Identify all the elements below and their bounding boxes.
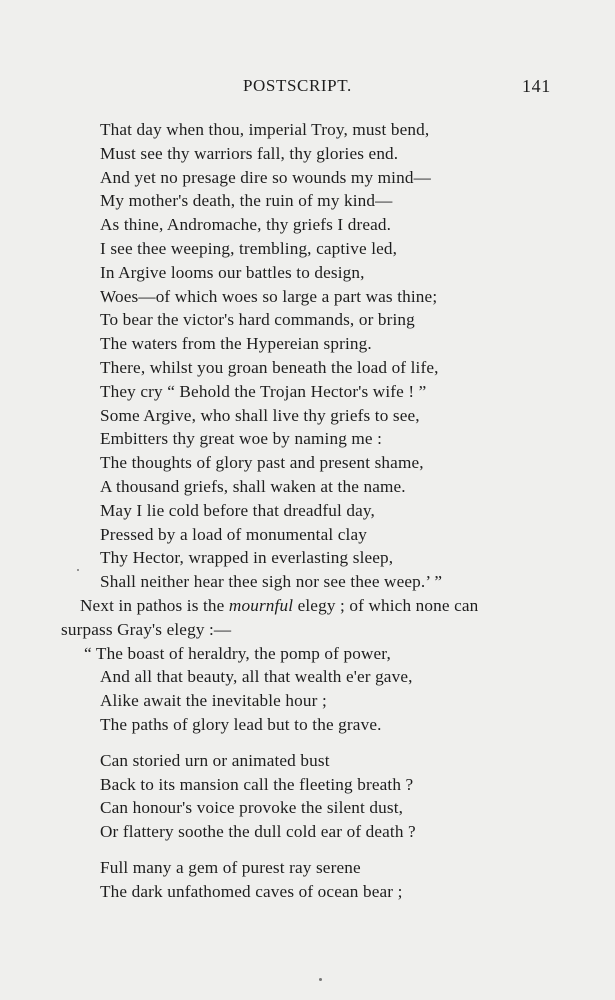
ink-speck (77, 569, 79, 571)
stanza-break (0, 737, 615, 749)
running-head (0, 76, 615, 100)
prose-text: elegy ; of which none can (293, 595, 479, 615)
verse-line: Full many a gem of purest ray serene (100, 857, 361, 877)
verse-line: They cry “ Behold the Trojan Hector's wife ! ” (100, 381, 427, 401)
ink-speck (319, 978, 322, 981)
verse-line: The paths of glory lead but to the grave. (100, 714, 382, 734)
verse-line: Can storied urn or animated bust (100, 750, 330, 770)
verse-passage (0, 118, 615, 594)
running-title: POSTSCRIPT. (243, 76, 352, 95)
prose-line (0, 594, 615, 618)
verse-line: In Argive looms our battles to design, (100, 262, 365, 282)
verse-line: The waters from the Hypereian spring. (100, 334, 372, 354)
prose-line: surpass Gray's elegy :— (61, 619, 232, 639)
verse-line: Can honour's voice provoke the silent dust, (100, 798, 404, 818)
verse-line: Must see thy warriors fall, thy glories end. (100, 143, 399, 163)
verse-line: The dark unfathomed caves of ocean bear ; (100, 881, 403, 901)
verse-line: Pressed by a load of monumental clay (100, 524, 367, 544)
verse-line: Embitters thy great woe by naming me : (100, 429, 383, 449)
verse-line: Or flattery soothe the dull cold ear of death ? (100, 822, 416, 842)
prose-paragraph (0, 594, 615, 642)
verse-line: May I lie cold before that dreadful day, (100, 500, 375, 520)
verse-line: And all that beauty, all that wealth e'er gave, (100, 667, 413, 687)
verse-line: As thine, Andromache, thy griefs I dread. (100, 215, 392, 235)
verse-line: The thoughts of glory past and present shame, (100, 453, 424, 473)
verse-line: There, whilst you groan beneath the load of life, (100, 357, 439, 377)
verse-line: “ The boast of heraldry, the pomp of power, (84, 643, 391, 663)
stanza-break (0, 844, 615, 856)
verse-line: To bear the victor's hard commands, or bring (100, 310, 415, 330)
verse-line: And yet no presage dire so wounds my mind— (100, 167, 431, 187)
page-body (0, 118, 615, 904)
verse-line: Woes—of which woes so large a part was thine; (100, 286, 438, 306)
verse-line: Back to its mansion call the fleeting breath ? (100, 774, 414, 794)
verse-line: Some Argive, who shall live thy griefs to see, (100, 405, 420, 425)
verse-line: Alike await the inevitable hour ; (100, 691, 327, 711)
elegy-stanza (0, 749, 615, 844)
elegy-stanza (0, 856, 615, 904)
elegy-stanza (0, 642, 615, 737)
verse-line: Thy Hector, wrapped in everlasting sleep, (100, 548, 394, 568)
verse-line: I see thee weeping, trembling, captive led, (100, 238, 398, 258)
page-number: 141 (522, 76, 551, 96)
prose-text: Next in pathos is the (80, 595, 229, 615)
verse-line: That day when thou, imperial Troy, must bend, (100, 120, 430, 139)
verse-line: My mother's death, the ruin of my kind— (100, 191, 393, 211)
verse-line: A thousand griefs, shall waken at the name. (100, 476, 406, 496)
prose-emphasis: mournful (228, 595, 294, 615)
verse-line: Shall neither hear thee sigh nor see thee weep.’ ” (100, 572, 443, 592)
